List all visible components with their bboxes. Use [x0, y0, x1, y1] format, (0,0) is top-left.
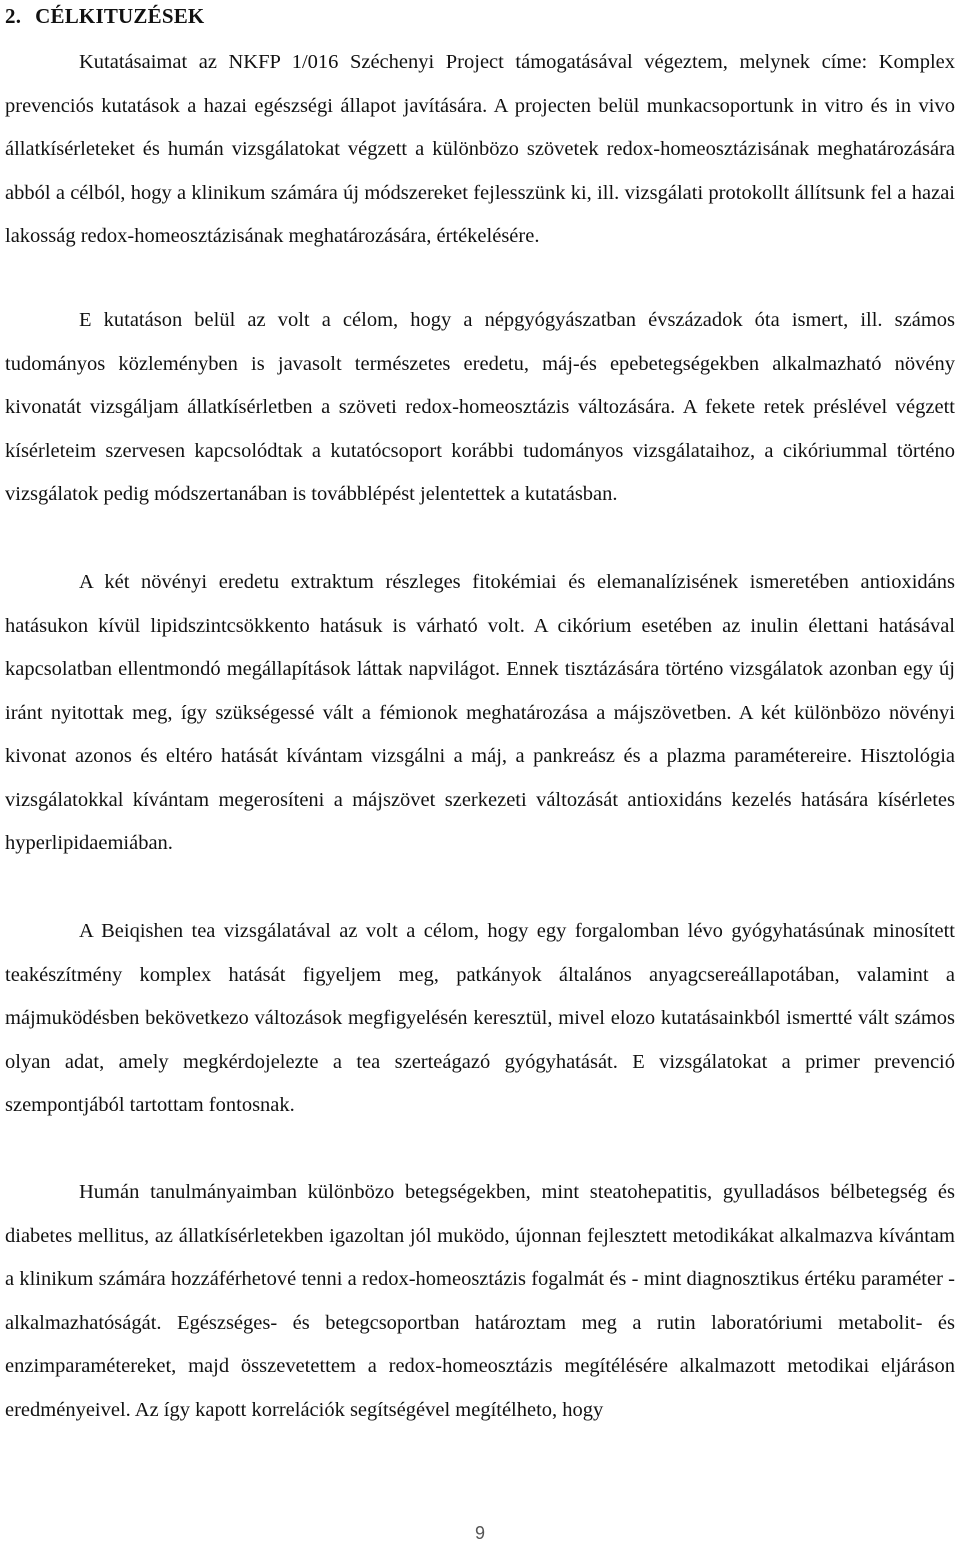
paragraph-3: A két növényi eredetu extraktum részleges fitokémiai és elemanalízisének ismeretében antioxidáns hatásukon kívül lipidszintcsökkento hatásuk is várható volt. A cikórium esetében az inulin élettani hatásával kapcsolatban ellentmondó megállapítások láttak napvilágot. Ennek tisztázására történo vizsgálatok azonban egy új iránt nyitottak meg, így szükségessé vált a fémionok meghatározása a májszövetben. A két különbözo növényi kivonat azonos és eltéro hatását kívántam vizsgálni a máj, a pankreász és a plazma paramétereire. Hisztológia vizsgálatokkal kívántam megerosíteni a májszövet szerkezeti változását antioxidáns kezelés hatására kísérletes hyperlipidaemiában. — [5, 571, 955, 854]
section-title: CÉLKITUZÉSEK — [35, 4, 205, 28]
paragraph-5: Humán tanulmányaimban különbözo betegségekben, mint steatohepatitis, gyulladásos bélbetegség és diabetes mellitus, az állatkísérletekben igazoltan jól muködo, újonnan fejlesztett metodikákat alkalmazva kívántam a klinikum számára hozzáférhetové tenni a redox-homeosztázis fogalmát és - mint diagnosztikus értéku paraméter - alkalmazhatóságát. Egészséges- és betegcsoportban határoztam meg a rutin laboratóriumi metabolit- és enzimparamétereket, majd összevetettem a redox-homeosztázis megítélésére alkalmazott metodikai eljáráson eredményeivel. Az így kapott korrelációk segítségével megítélheto, hogy — [5, 1181, 955, 1421]
section-number: 2. — [5, 4, 22, 28]
paragraph-4: A Beiqishen tea vizsgálatával az volt a célom, hogy egy forgalomban lévo gyógyhatásúnak minosített teakészítmény komplex hatását figyeljem meg, patkányok általános anyagcsereállapotában, valamint a májmuködésben bekövetkezo változások megfigyelésén keresztül, mivel elozo kutatásainkból ismertté vált számos olyan adat, amely megkérdojelezte a tea szerteágazó gyógyhatását. E vizsgálatokat a primer prevenció szempontjából tartottam fontosnak. — [5, 920, 955, 1116]
page-number: 9 — [474, 1523, 485, 1543]
section-heading — [5, 4, 204, 29]
paragraph-1: Kutatásaimat az NKFP 1/016 Széchenyi Project támogatásával végeztem, melynek címe: Komplex prevenciós kutatások a hazai egészségi állapot javítására. A projecten belül munkacsoportunk in vitro és in vivo állatkísérleteket és humán vizsgálatokat végzett a különbözo szövetek redox-homeosztázisának meghatározására abból a célból, hogy a klinikum számára új módszereket fejlesszünk ki, ill. vizsgálati protokollt állítsunk fel a hazai lakosság redox-homeosztázisának meghatározására, értékelésére. — [5, 51, 955, 247]
paragraph-2: E kutatáson belül az volt a célom, hogy a népgyógyászatban évszázadok óta ismert, ill. számos tudományos közleményben is javasolt természetes eredetu, máj-és epebetegségekben alkalmazható növény kivonatát vizsgáljam állatkísérletben a szöveti redox-homeosztázis változására. A fekete retek préslével végzett kísérleteim szervesen kapcsolódtak a kutatócsoport korábbi tudományos vizsgálataihoz, a cikóriummal történo vizsgálatok pedig módszertanában is továbblépést jelentettek a kutatásban. — [5, 309, 955, 505]
